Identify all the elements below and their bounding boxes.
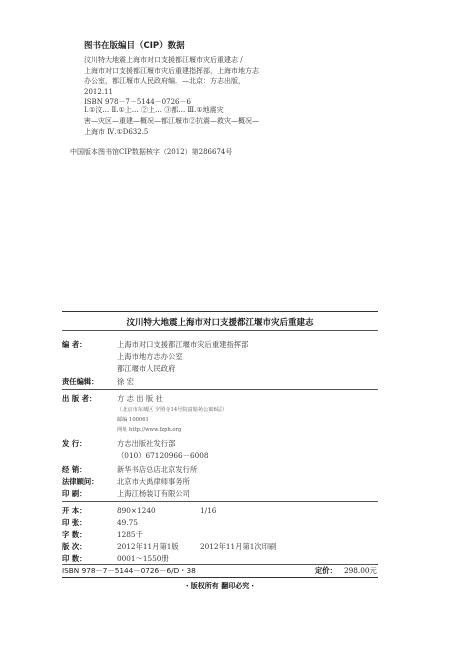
section-rule [62, 564, 378, 565]
publisher-address: （北京市东城区 夕照寺14号院富暗苑公寓6层） [117, 407, 228, 413]
editor-name: 都江堰市人民政府 [117, 364, 176, 373]
publisher-name: 方 志 出 版 社 [117, 394, 163, 403]
editors-label: 编 者： [62, 340, 87, 349]
cip-class-line: Ⅰ.①汶… Ⅱ.①上… ②上… ③都… Ⅲ.①地震灾 [84, 106, 224, 114]
section-rule [62, 501, 378, 502]
cip-isbn: ISBN 978－7－5144－0726－6 [84, 98, 191, 107]
bottom-rule [62, 577, 378, 578]
cip-classification [84, 105, 374, 137]
printing-date-value: 2012年11月第1次印刷 [200, 542, 277, 551]
printing-label: 印 刷： [62, 489, 87, 498]
sales-label: 经 销： [62, 465, 87, 474]
cip-line: 汶川特大地震上海市对口支援都江堰市灾后重建志 / [84, 56, 243, 64]
isbn-line: ISBN 978－7－5144－0726－6/D・38 [62, 566, 196, 575]
words-value: 1285千 [117, 530, 143, 539]
cip-line: 2012.11 [84, 87, 113, 96]
sales-value: 新华书店总店北京发行所 [117, 465, 198, 474]
words-label: 字 数： [62, 530, 87, 539]
cip-class-line: 上海市 Ⅳ.①D632.5 [84, 127, 149, 136]
sheets-value: 49.75 [117, 518, 138, 527]
legal-value: 北京市大禹律师事务所 [117, 477, 190, 486]
cip-catalog-number: 中国版本图书馆CIP数据核字（2012）第286674号 [70, 148, 233, 156]
printing-value: 上海江杨装订有限公司 [117, 489, 190, 498]
legal-label: 法律顾问： [62, 477, 99, 486]
print-run-value: 0001～1550册 [117, 554, 169, 563]
price-label: 定价： [315, 566, 337, 575]
distribution-phone: （010）67120966－6008 [117, 451, 209, 460]
format-value: 890×1240 [117, 506, 156, 515]
cip-line: 办公室，都江堰市人民政府编．—北京：方志出版， [84, 77, 245, 86]
cip-line: 上海市对口支援都江堰市灾后重建指挥部，上海市地方志 [84, 66, 259, 75]
cip-description [84, 55, 374, 108]
price-value: 298.00元 [344, 566, 377, 575]
section-rule [62, 389, 378, 390]
publisher-website: 网址 http://www.fzph.org [117, 427, 182, 433]
book-title: 汶川特大地震上海市对口支援都江堰市灾后重建志 [126, 318, 314, 328]
cip-heading: 图书在版编目（CIP）数据 [84, 41, 185, 51]
top-rule [62, 311, 378, 312]
format-label: 开 本： [62, 506, 87, 515]
rights-notice: ・版权所有 翻印必究・ [183, 582, 257, 590]
distribution-label: 发 行： [62, 439, 87, 448]
distribution-value: 方志出版社发行部 [117, 439, 176, 448]
edition-value: 2012年11月第1版 [117, 542, 179, 551]
cip-class-line: 害—灾区—重建—概况—都江堰市②抗震—救灾—概况— [84, 116, 259, 125]
print-run-label: 印 数： [62, 554, 87, 563]
sheets-label: 印 张： [62, 518, 87, 527]
publisher-postcode: 邮编 100061 [117, 417, 149, 423]
format-value-2: 1/16 [200, 506, 217, 515]
responsible-editor-label: 责任编辑： [62, 377, 99, 386]
editor-name: 上海市地方志办公室 [117, 352, 183, 361]
responsible-editor-value: 徐 宏 [117, 377, 134, 386]
edition-label: 版 次： [62, 542, 87, 551]
publisher-label: 出 版 者： [62, 394, 97, 403]
title-rule [62, 330, 378, 331]
editor-name: 上海市对口支援都江堰市灾后重建指挥部 [117, 340, 249, 349]
